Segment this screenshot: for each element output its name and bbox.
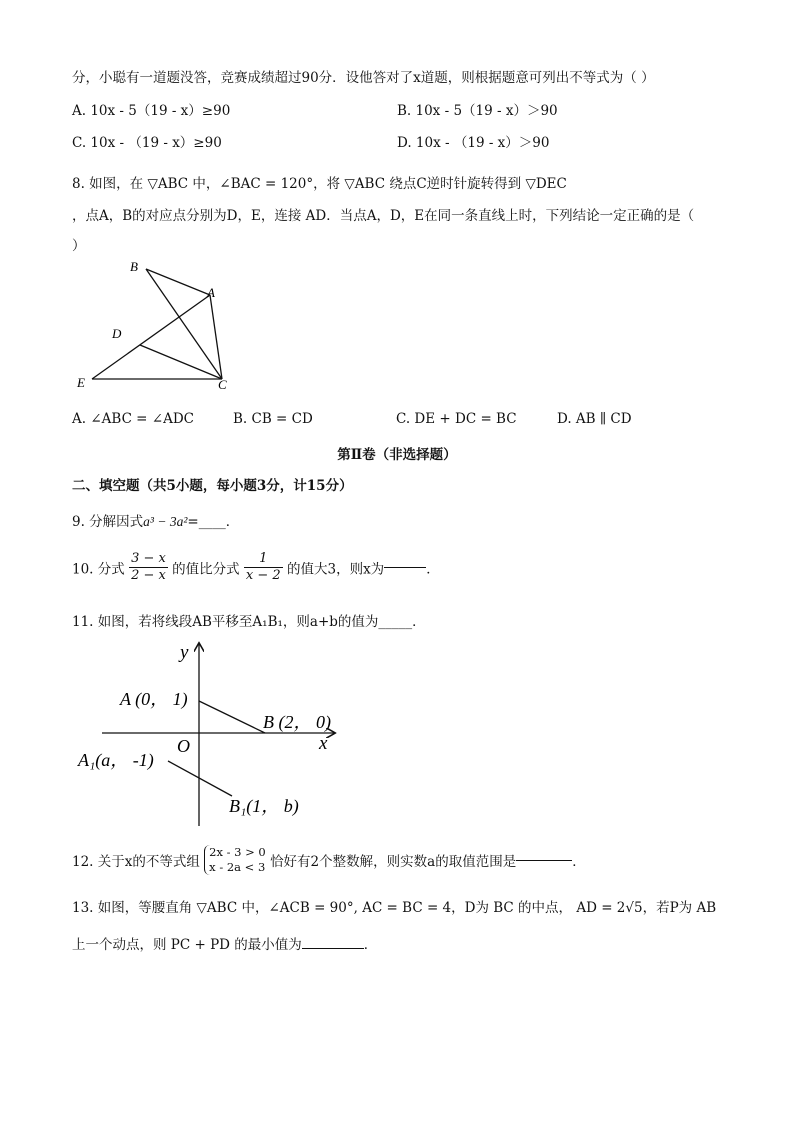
q11-y-axis-label: y bbox=[180, 642, 189, 663]
q12-answer-blank[interactable] bbox=[516, 860, 572, 861]
q10-answer-blank[interactable] bbox=[384, 567, 426, 568]
q10-fraction-2-numerator: 1 bbox=[244, 551, 283, 568]
q10-suffix: 的值大3，则x为 bbox=[286, 561, 385, 578]
q8-option-a[interactable]: A. ∠ABC = ∠ADC bbox=[72, 411, 195, 427]
q12-inequality-2: x - 2a < 3 bbox=[209, 860, 266, 874]
section2-heading: 二、填空题（共5小题，每小题3分，计15分） bbox=[72, 478, 353, 494]
part2-title: 第Ⅱ卷（非选择题） bbox=[337, 447, 457, 463]
q9-expression: a³ − 3a² bbox=[143, 514, 188, 529]
q9 bbox=[72, 510, 239, 530]
q7-option-d[interactable]: D. 10x - （19 - x）＞90 bbox=[397, 135, 550, 151]
q10-middle: 的值比分式 bbox=[172, 561, 240, 578]
q7-option-a[interactable]: A. 10x - 5（19 - x）≥90 bbox=[72, 103, 231, 119]
q12-inequality-1: 2x - 3 > 0 bbox=[209, 845, 266, 859]
q8-stem-line2: ，点A，B的对应点分别为D，E，连接 AD．当点A，D，E在同一条直线上时，下列结论一定正确的是（ bbox=[72, 208, 695, 224]
q13-stem-line2 bbox=[72, 933, 377, 953]
q11-point-b-label: B (2， 0) bbox=[263, 712, 331, 732]
q13-end: ． bbox=[363, 937, 378, 953]
q10-fraction-1-numerator: 3 − x bbox=[131, 551, 166, 566]
q9-prefix: 9. 分解因式 bbox=[72, 514, 144, 530]
q12-end: ． bbox=[572, 854, 586, 870]
q12 bbox=[72, 845, 586, 875]
q10-end: ． bbox=[426, 561, 440, 578]
q10-fraction-1 bbox=[129, 551, 168, 584]
q8-label-a: A bbox=[207, 285, 215, 300]
q13-line2-text: 上一个动点，则 PC + PD 的最小值为 bbox=[72, 937, 302, 953]
q11-point-a1-label: A₁(a， -1) bbox=[78, 750, 154, 770]
q11-point-b1-label: B₁(1， b) bbox=[229, 796, 299, 816]
q7-option-c[interactable]: C. 10x - （19 - x）≥90 bbox=[72, 135, 222, 151]
q10-fraction-2-denominator: x − 2 bbox=[245, 568, 281, 583]
q9-suffix: =____． bbox=[187, 514, 240, 530]
q7-option-b[interactable]: B. 10x - 5（19 - x）＞90 bbox=[397, 103, 558, 119]
q13-answer-blank[interactable] bbox=[302, 948, 364, 949]
q10-fraction-1-denominator: 2 − x bbox=[131, 568, 166, 583]
q11-x-axis-label: x bbox=[319, 733, 328, 754]
q8-label-b: B bbox=[130, 259, 138, 274]
q8-label-c: C bbox=[218, 377, 227, 392]
q8-stem-line3: ） bbox=[72, 238, 86, 254]
q8-stem-line1: 8. 如图，在 ▽ABC 中，∠BAC = 120°，将 ▽ABC 绕点C逆时针旋转得到 ▽DEC bbox=[72, 176, 567, 192]
q12-inequality-system bbox=[204, 845, 266, 875]
q8-label-e: E bbox=[77, 375, 85, 390]
q8-label-d: D bbox=[112, 326, 122, 341]
q11-origin-label: O bbox=[177, 736, 190, 756]
q12-suffix: 恰好有2个整数解，则实数a的取值范围是 bbox=[270, 854, 517, 870]
q7-stem: 分，小聪有一道题没答，竞赛成绩超过90分．设他答对了x道题，则根据题意可列出不等式为（ ） bbox=[72, 70, 655, 86]
q8-option-c[interactable]: C. DE + DC = BC bbox=[396, 411, 517, 427]
q11-coordinate-figure bbox=[72, 636, 352, 836]
q10-fraction-2 bbox=[244, 551, 283, 584]
q12-prefix: 12. 关于x的不等式组 bbox=[72, 854, 200, 870]
q10-prefix: 10. 分式 bbox=[72, 561, 125, 578]
q11-stem: 11. 如图，若将线段AB平移至A₁B₁，则a+b的值为_____． bbox=[72, 614, 426, 630]
q8-option-d[interactable]: D. AB ∥ CD bbox=[557, 411, 632, 427]
q11-point-a-label: A (0， 1) bbox=[120, 689, 188, 709]
q8-option-b[interactable]: B. CB = CD bbox=[233, 411, 313, 427]
q13-stem-line1: 13. 如图，等腰直角 ▽ABC 中，∠ACB = 90°, AC = BC = 4，D为 BC 的中点， AD = 2√5，若P为 AB bbox=[72, 900, 717, 916]
q8-triangle-figure bbox=[70, 255, 250, 400]
q10 bbox=[72, 551, 440, 584]
